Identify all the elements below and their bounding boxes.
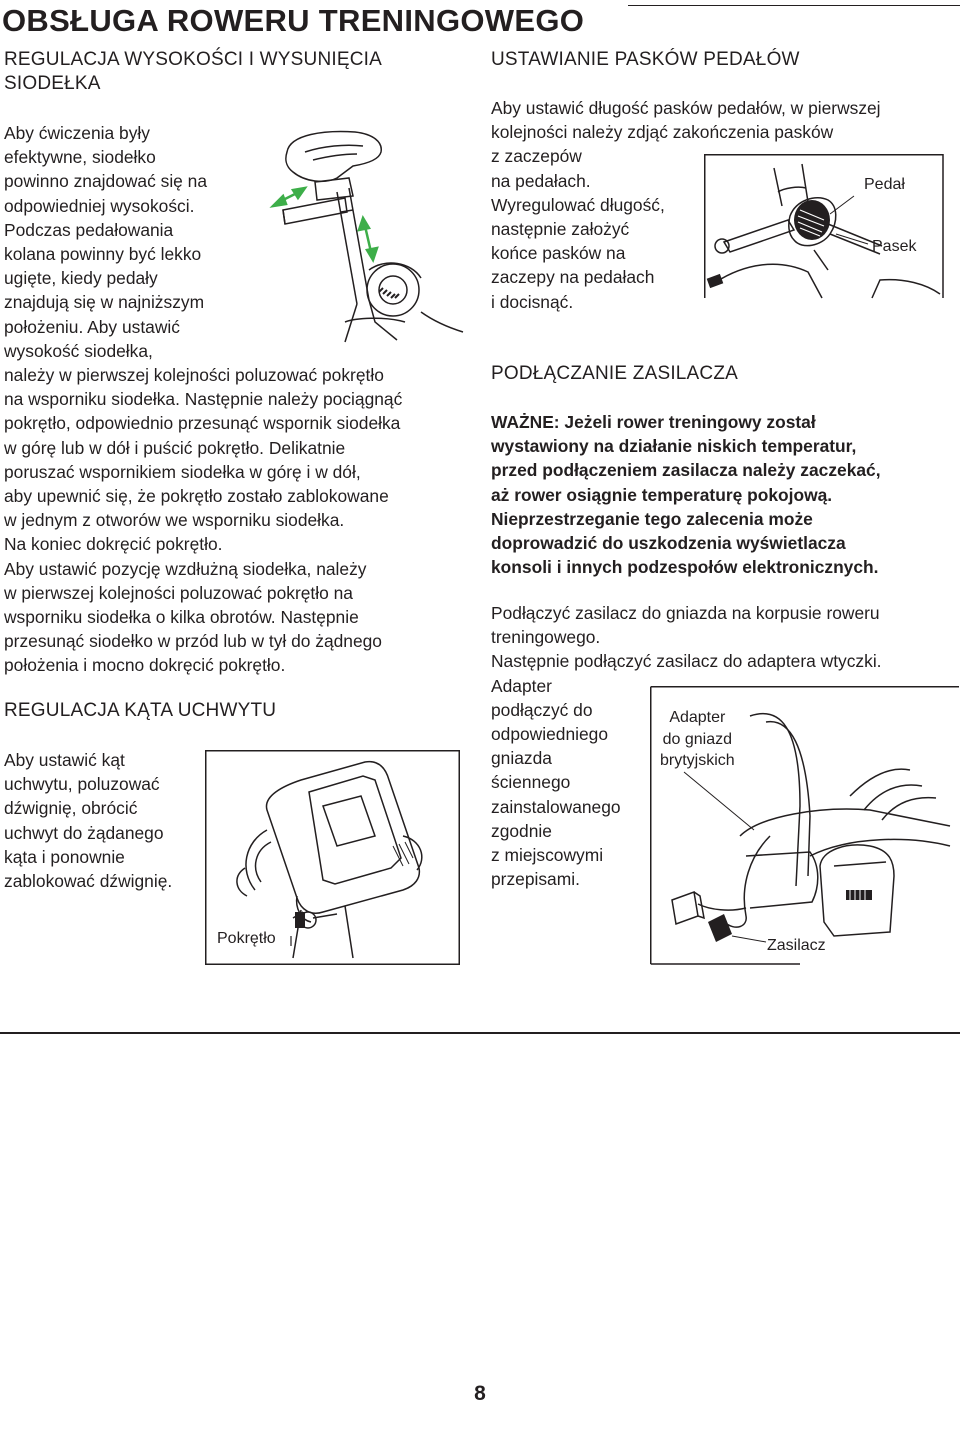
warning-line: konsoli i innych podzespołów elektronicznych. [491, 557, 879, 578]
text-line: Aby ustawić długość pasków pedałów, w pierwszej [491, 98, 881, 118]
text-line: na pedałach. [491, 170, 591, 191]
text-line: pokrętło, odpowiednio przesunąć wspornik siodełka [4, 413, 401, 434]
figure-label-knob: Pokrętło [217, 930, 276, 947]
text-line: Na koniec dokręcić pokrętło. [4, 534, 223, 555]
text-line: z zaczepów [491, 146, 582, 167]
text-line: poruszać wspornikiem siodełka w górę i w dół, [4, 461, 361, 482]
text-line: zgodnie [491, 820, 552, 841]
handle-heading: REGULACJA KĄTA UCHWYTU [4, 700, 277, 721]
text-line: efektywne, siodełko [4, 147, 156, 168]
text-line: zainstalowanego [491, 796, 621, 817]
text-line: treningowego. [491, 627, 601, 648]
title-divider [628, 5, 960, 6]
text-line: w górę lub w dół i puścić pokrętło. Delikatnie [4, 437, 346, 458]
text-line: na wsporniku siodełka. Następnie należy pociągnąć [4, 389, 403, 410]
text-line: ugięte, kiedy pedały [4, 268, 158, 289]
text-line: wsporniku siodełka o kilka obrotów. Następnie [4, 607, 359, 628]
text-line: Aby ustawić kąt [4, 750, 125, 770]
text-line: aby upewnić się, że pokrętło zostało zablokowane [4, 486, 389, 507]
text-line: Podczas pedałowania [4, 219, 174, 240]
text-line: znajdują się w najniższym [4, 292, 205, 313]
text-line: odpowiedniego [491, 724, 609, 745]
straps-heading: USTAWIANIE PASKÓW PEDAŁÓW [491, 49, 800, 70]
figure-label-strap: Pasek [872, 238, 917, 255]
text-line: uchwyt do żądanego [4, 822, 164, 843]
text-line: z miejscowymi [491, 845, 604, 866]
text-line: końce pasków na [491, 243, 626, 264]
text-line: położeniu. Aby ustawić [4, 316, 180, 337]
text-line: gniazda [491, 748, 552, 769]
seat-adjustment-illustration [245, 122, 465, 352]
seat-heading-line: SIODEŁKA [4, 73, 101, 94]
text-line: Wyregulować długość, [491, 194, 665, 215]
text-line: położenia i mocno dokręcić pokrętło. [4, 655, 286, 676]
figure-label-adapter [660, 707, 735, 772]
figure-label-line: do gniazd [662, 730, 733, 748]
text-line: przepisami. [491, 869, 580, 890]
warning-line: WAŻNE: Jeżeli rower treningowy został [491, 412, 816, 432]
warning-line: Nieprzestrzeganie tego zalecenia może [491, 508, 813, 529]
text-line: zaczepy na pedałach [491, 267, 655, 288]
text-line: przesunąć siodełko w przód lub w tył do żądnego [4, 631, 382, 652]
text-line: kolana powinny być lekko [4, 244, 202, 265]
text-line: wysokość siodełka, [4, 340, 153, 361]
text-line: podłączyć do [491, 699, 593, 720]
figure-label-power-supply: Zasilacz [767, 937, 826, 954]
text-line: Aby ćwiczenia były [4, 123, 150, 143]
text-line: należy w pierwszej kolejności poluzować pokrętło [4, 365, 384, 386]
text-line: odpowiedniej wysokości. [4, 195, 195, 216]
text-line: następnie założyć [491, 219, 630, 240]
text-line: i docisnąć. [491, 291, 574, 312]
power-heading: PODŁĄCZANIE ZASILACZA [491, 363, 739, 384]
seat-heading [4, 48, 382, 96]
figure-label-line: Adapter [669, 709, 726, 726]
pedal-strap-illustration [704, 154, 944, 300]
text-line: kąta i ponownie [4, 846, 125, 867]
power-warning [491, 410, 881, 579]
handle-paragraph [4, 748, 172, 893]
text-line: w jednym z otworów we wsporniku siodełka. [4, 510, 345, 531]
text-line: zablokować dźwignię. [4, 871, 173, 892]
page-number: 8 [474, 1382, 486, 1405]
text-line: w pierwszej kolejności poluzować pokrętło na [4, 582, 353, 603]
warning-line: doprowadzić do uszkodzenia wyświetlacza [491, 533, 846, 554]
warning-line: przed podłączeniem zasilacza należy zaczekać, [491, 460, 881, 481]
seat-heading-line: REGULACJA WYSOKOŚCI I WYSUNIĘCIA [4, 49, 383, 70]
text-line: ściennego [491, 772, 571, 793]
text-line: Podłączyć zasilacz do gniazda na korpusie roweru [491, 603, 880, 623]
text-line: Następnie podłączyć zasilacz do adaptera wtyczki. [491, 651, 882, 672]
text-line: uchwytu, poluzować [4, 774, 160, 795]
warning-line: aż rower osiągnie temperaturę pokojową. [491, 484, 833, 505]
footer-divider [0, 1032, 960, 1034]
figure-label-pedal: Pedał [864, 176, 905, 193]
text-line: Adapter [491, 675, 552, 696]
warning-line: wystawiony na działanie niskich temperatur, [491, 436, 857, 457]
text-line: dźwignię, obrócić [4, 798, 138, 819]
page-title: OBSŁUGA ROWERU TRENINGOWEGO [2, 3, 585, 38]
text-line: powinno znajdować się na [4, 171, 208, 192]
text-line: Aby ustawić pozycję wzdłużną siodełka, należy [4, 558, 367, 579]
figure-label-line: brytyjskich [660, 752, 735, 769]
text-line: kolejności należy zdjąć zakończenia pasków [491, 122, 834, 143]
